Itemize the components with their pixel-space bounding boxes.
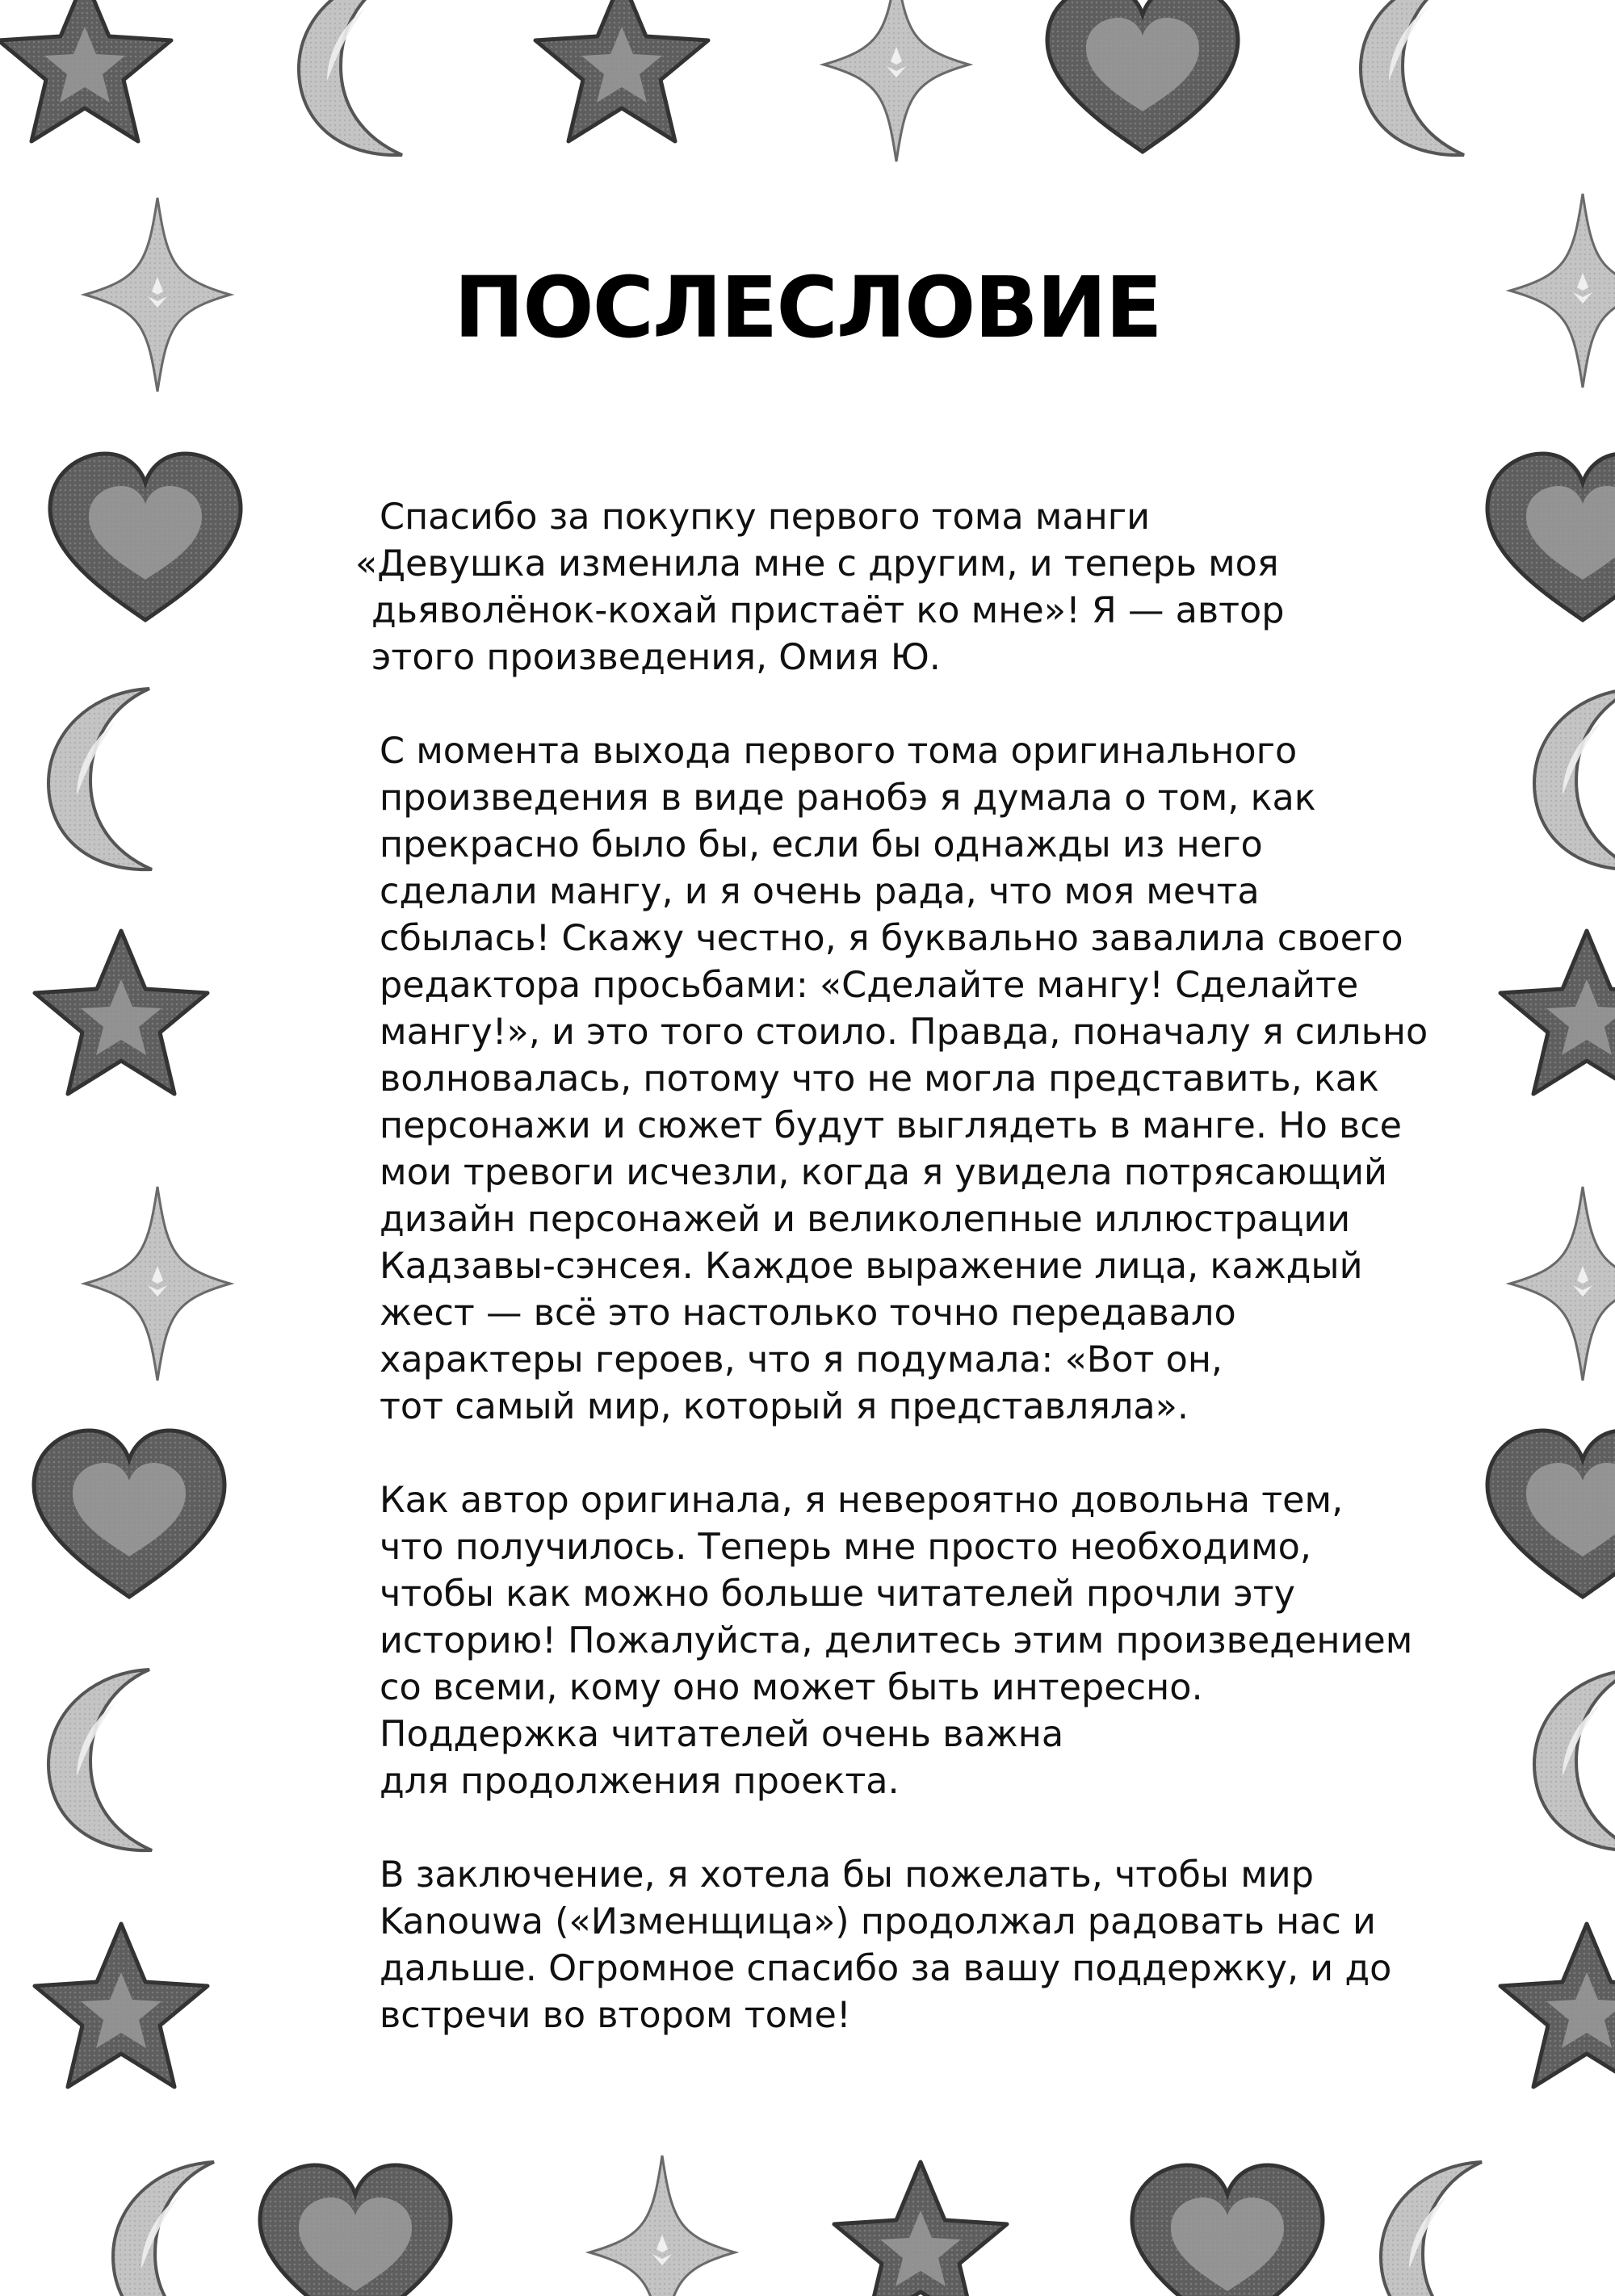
text-line: сделали мангу, и я очень рада, что моя мечта xyxy=(380,871,1260,912)
moon-icon xyxy=(48,689,152,869)
sparkle-icon xyxy=(85,1187,230,1381)
paragraph xyxy=(355,494,1397,681)
text-line: «Девушка изменила мне с другим, и теперь моя xyxy=(355,543,1279,584)
text-line: дизайн персонажей и великолепные иллюстрации xyxy=(380,1199,1351,1240)
text-line: С момента выхода первого тома оригинального xyxy=(380,731,1298,772)
text-line: В заключение, я хотела бы пожелать, чтобы мир xyxy=(380,1854,1314,1896)
moon-icon xyxy=(1534,689,1615,869)
text-line: тот самый мир, который я представляла». xyxy=(380,1386,1189,1427)
text-line: Поддержка читателей очень важна xyxy=(380,1714,1064,1755)
star-icon xyxy=(834,2162,1007,2296)
text-line: дьяволёнок-кохай пристаёт ко мне»! Я — автор xyxy=(371,590,1285,631)
text-line: произведения в виде ранобэ я думала о том, как xyxy=(380,777,1316,819)
text-line: характеры героев, что я подумала: «Вот он, xyxy=(380,1339,1223,1381)
page-title: ПОСЛЕСЛОВИЕ xyxy=(454,258,1161,357)
afterword-body xyxy=(355,494,1428,2086)
text-line: жест — всё это настолько точно передавало xyxy=(380,1293,1236,1334)
paragraph xyxy=(355,728,1428,1431)
star-icon xyxy=(1500,931,1615,1094)
heart-icon xyxy=(1487,454,1615,620)
text-line: что получилось. Теперь мне просто необходимо, xyxy=(380,1527,1312,1568)
text-line: со всеми, кому оно может быть интересно. xyxy=(380,1667,1203,1708)
text-line: дальше. Огромное спасибо за вашу поддержку, и до xyxy=(380,1948,1392,1989)
text-line: Как автор оригинала, я невероятно довольна тем, xyxy=(380,1480,1344,1521)
star-icon xyxy=(35,1924,208,2087)
heart-icon xyxy=(1132,2165,1323,2296)
heart-icon xyxy=(50,454,241,620)
heart-icon xyxy=(1487,1431,1615,1597)
paragraph xyxy=(355,1852,1397,2039)
text-line: встречи во втором томе! xyxy=(380,1995,851,2036)
heart-icon xyxy=(1047,0,1238,152)
star-icon xyxy=(35,931,208,1094)
text-line: Спасибо за покупку первого тома манги xyxy=(380,496,1150,538)
text-line: мангу!», и это того стоило. Правда, поначалу я сильно xyxy=(380,1012,1428,1053)
text-line: персонажи и сюжет будут выглядеть в манге. Но все xyxy=(380,1105,1403,1146)
text-line: прекрасно было бы, если бы однажды из него xyxy=(380,824,1263,865)
text-line: историю! Пожалуйста, делитесь этим произведением xyxy=(380,1620,1413,1661)
moon-icon xyxy=(113,2162,216,2296)
text-line: Kanouwa («Изменщица») продолжал радовать нас и xyxy=(380,1901,1376,1942)
sparkle-icon xyxy=(1510,1187,1615,1381)
text-line: этого произведения, Омия Ю. xyxy=(371,637,941,678)
sparkle-icon xyxy=(824,0,969,161)
text-line: волновалась, потому что не могла представить, как xyxy=(380,1058,1379,1100)
text-line: сбылась! Скажу честно, я буквально завалила своего xyxy=(380,918,1403,959)
star-icon xyxy=(0,0,171,141)
text-line: чтобы как можно больше читателей прочли эту xyxy=(380,1573,1295,1615)
moon-icon xyxy=(1381,2162,1484,2296)
text-line: мои тревоги исчезли, когда я увидела потрясающий xyxy=(380,1152,1387,1193)
text-line: Кадзавы-сэнсея. Каждое выражение лица, каждый xyxy=(380,1246,1363,1287)
moon-icon xyxy=(1361,0,1464,155)
moon-icon xyxy=(299,0,402,155)
moon-icon xyxy=(1534,1670,1615,1850)
moon-icon xyxy=(48,1670,152,1850)
heart-icon xyxy=(34,1431,224,1597)
text-line: редактора просьбами: «Сделайте мангу! Сделайте xyxy=(380,965,1359,1006)
paragraph xyxy=(355,1477,1413,1805)
star-icon xyxy=(1500,1924,1615,2087)
star-icon xyxy=(535,0,708,141)
heart-icon xyxy=(260,2165,451,2296)
text-line: для продолжения проекта. xyxy=(380,1761,900,1802)
sparkle-icon xyxy=(589,2156,735,2296)
